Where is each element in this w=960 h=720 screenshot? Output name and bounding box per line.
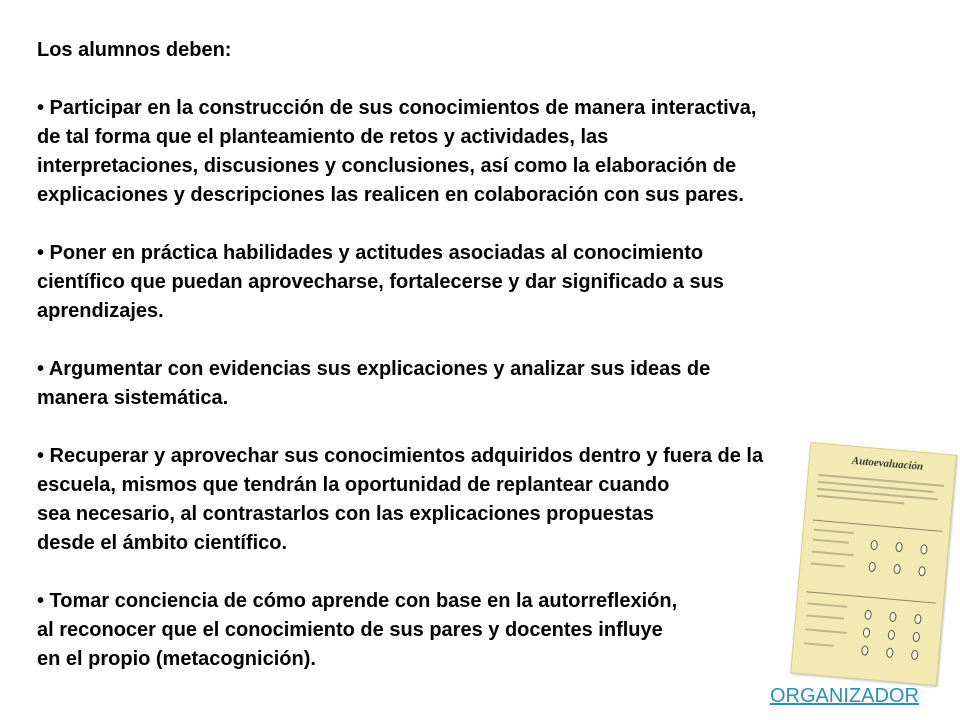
bullet-line: aprendizajes. bbox=[37, 300, 164, 322]
bullet-recuperar bbox=[37, 442, 927, 558]
bullet-line: • Poner en práctica habilidades y actitudes asociadas al conocimiento bbox=[37, 242, 704, 264]
bullet-line: • Participar en la construcción de sus conocimientos de manera interactiva, bbox=[37, 97, 757, 119]
bullet-participar bbox=[37, 94, 927, 210]
bullet-line: • Recuperar y aprovechar sus conocimientos adquiridos dentro y fuera de la bbox=[37, 445, 764, 467]
bullet-line: interpretaciones, discusiones y conclusiones, así como la elaboración de bbox=[37, 155, 737, 177]
slide-content bbox=[37, 36, 927, 674]
bullet-argumentar bbox=[37, 355, 927, 413]
bullet-line: • Argumentar con evidencias sus explicaciones y analizar sus ideas de bbox=[37, 358, 711, 380]
bullet-tomar-conciencia bbox=[37, 587, 927, 674]
slide-heading: Los alumnos deben: bbox=[37, 39, 232, 61]
bullet-line: • Tomar conciencia de cómo aprende con base en la autorreflexión, bbox=[37, 590, 678, 612]
bullet-line: al reconocer que el conocimiento de sus pares y docentes influye bbox=[37, 619, 663, 641]
organizador-link[interactable]: ORGANIZADOR bbox=[770, 685, 919, 707]
bullet-line: de tal forma que el planteamiento de retos y actividades, las bbox=[37, 126, 609, 148]
bullet-line: científico que puedan aprovecharse, fortalecerse y dar significado a sus bbox=[37, 271, 724, 293]
bullet-line: escuela, mismos que tendrán la oportunidad de replantear cuando bbox=[37, 474, 670, 496]
bullet-line: en el propio (metacognición). bbox=[37, 648, 316, 670]
bullet-line: desde el ámbito científico. bbox=[37, 532, 288, 554]
bullet-poner-en-practica bbox=[37, 239, 927, 326]
bullet-line: sea necesario, al contrastarlos con las explicaciones propuestas bbox=[37, 503, 654, 525]
bullet-line: explicaciones y descripciones las realicen en colaboración con sus pares. bbox=[37, 184, 744, 206]
card-title: Autoevaluación bbox=[851, 454, 924, 473]
bullet-line: manera sistemática. bbox=[37, 387, 229, 409]
